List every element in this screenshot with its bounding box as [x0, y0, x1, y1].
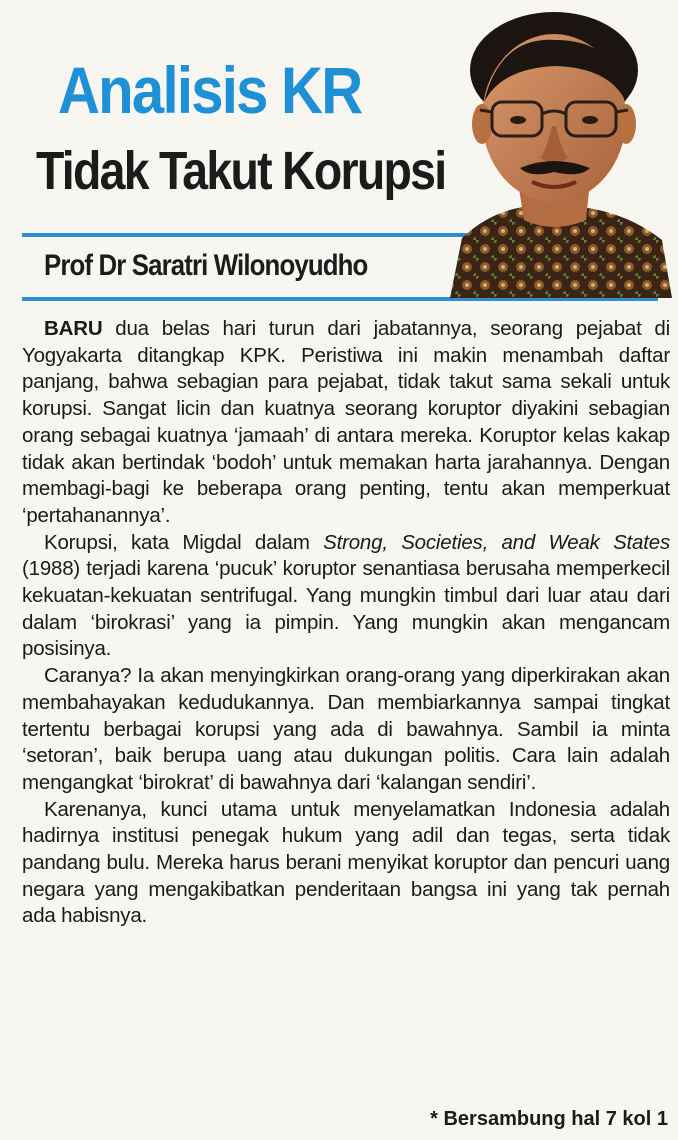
author-byline: Prof Dr Saratri Wilonoyudho [44, 249, 368, 282]
paragraph-text: dua belas hari turun dari jabatannya, seorang pejabat di Yogyakarta ditangkap KPK. Peristiwa ini makin menambah daftar panjang, bahwa sebagian para pejabat, tidak takut sama sekali untuk korupsi. Sangat licin dan kuatnya seorang koruptor diyakini sebagian orang sebagai kuatnya ‘jamaah’ di antara mereka. Koruptor kelas kakap tidak akan bertindak ‘bodoh’ untuk memakan harta jarahannya. Dengan membagi-bagi ke beberapa orang penting, tentu akan memperkuat ‘pertahanannya’. [22, 317, 670, 527]
lead-word: BARU [44, 317, 103, 340]
header-divider-top [22, 233, 502, 237]
article-paragraph: Caranya? Ia akan menyingkirkan orang-orang yang diperkirakan akan membahayakan kedudukannya. Dan membiarkannya sampai tingkat tertentu berbagai korupsi yang ada di bawahnya. Sambil ia minta ‘setoran’, baik berupa uang atau dukungan politis. Cara lain adalah mengangkat ‘birokrat’ di bawahnya dari ‘kalangan sendiri’. [22, 664, 670, 794]
continuation-note: * Bersambung hal 7 kol 1 [430, 1108, 668, 1130]
author-portrait [440, 6, 672, 298]
article-paragraph [22, 316, 670, 530]
article-body [22, 316, 670, 930]
paragraph-text: (1988) terjadi karena ‘pucuk’ koruptor senantiasa berusaha memperkecil kekuatan-kekuatan sentrifugal. Yang mungkin timbul dari luar atau dari dalam ‘birokrasi’ yang ia pimpin. Yang mungkin akan mengancam posisinya. [22, 557, 670, 661]
article-headline: Tidak Takut Korupsi [36, 141, 446, 201]
paragraph-text: Korupsi, kata Migdal dalam [44, 530, 324, 554]
book-title: Strong, Societies, and Weak States [323, 530, 670, 554]
article-paragraph: Karenanya, kunci utama untuk menyelamatkan Indonesia adalah hadirnya institusi penegak hukum yang adil dan tegas, serta tidak pandang bulu. Mereka harus berani menyikat koruptor dan pencuri uang negara yang mengakibatkan penderitaan bangsa ini yang tak pernah ada habisnya. [22, 797, 670, 928]
article-header [0, 0, 678, 305]
article-paragraph [22, 530, 670, 664]
column-kicker: Analisis KR [58, 53, 362, 127]
